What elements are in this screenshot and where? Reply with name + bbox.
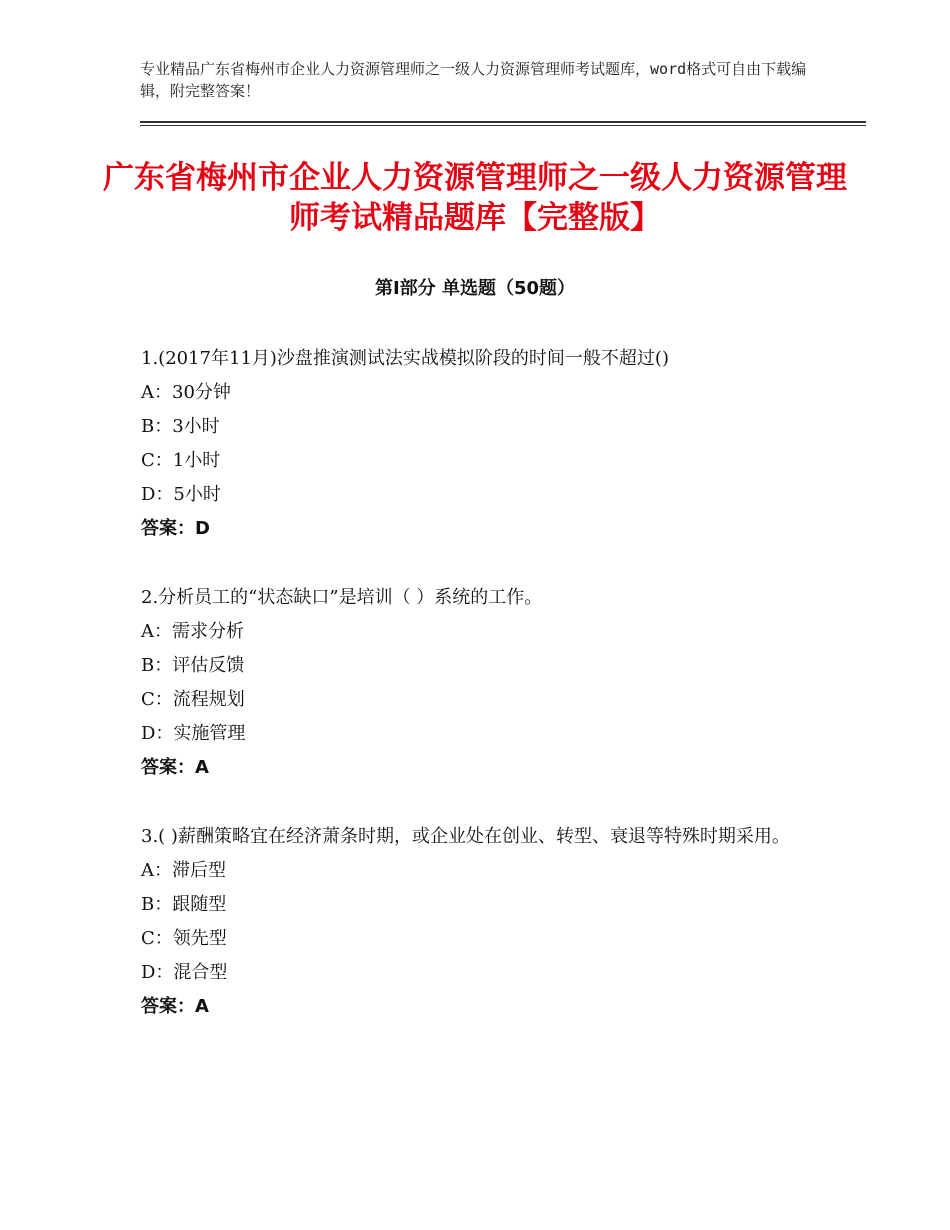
question-1: [141, 342, 821, 546]
option-a: A：需求分析: [141, 621, 244, 642]
option-d: D：混合型: [141, 962, 228, 983]
question-3: [141, 820, 821, 1024]
question-stem: 1.(2017年11月)沙盘推演测试法实战模拟阶段的时间一般不超过(): [141, 348, 669, 369]
answer: 答案：D: [141, 518, 210, 539]
question-stem: 2.分析员工的“状态缺口”是培训（ ）系统的工作。: [141, 587, 543, 608]
option-c: C：1小时: [141, 450, 221, 471]
answer: 答案：A: [141, 757, 209, 778]
option-d: D：实施管理: [141, 723, 246, 744]
document-title: 广东省梅州市企业人力资源管理师之一级人力资源管理师考试精品题库【完整版】: [103, 160, 847, 236]
answer: 答案：A: [141, 996, 209, 1017]
option-a: A：30分钟: [141, 382, 231, 403]
option-c: C：领先型: [141, 928, 227, 949]
header-divider-thin: [140, 125, 866, 126]
option-b: B：评估反馈: [141, 655, 245, 676]
option-c: C：流程规划: [141, 689, 245, 710]
question-2: [141, 581, 821, 785]
option-b: B：跟随型: [141, 894, 227, 915]
option-a: A：滞后型: [141, 860, 226, 881]
option-b: B：3小时: [141, 416, 220, 437]
section-title: 第Ⅰ部分 单选题（50题）: [374, 278, 575, 299]
question-stem: 3.( )薪酬策略宜在经济萧条时期，或企业处在创业、转型、衰退等特殊时期采用。: [141, 826, 790, 847]
header-divider-thick: [140, 121, 866, 123]
option-d: D：5小时: [141, 484, 221, 505]
header-note: 专业精品广东省梅州市企业人力资源管理师之一级人力资源管理师考试题库，word格式可自由下载编辑，附完整答案！: [140, 60, 807, 100]
